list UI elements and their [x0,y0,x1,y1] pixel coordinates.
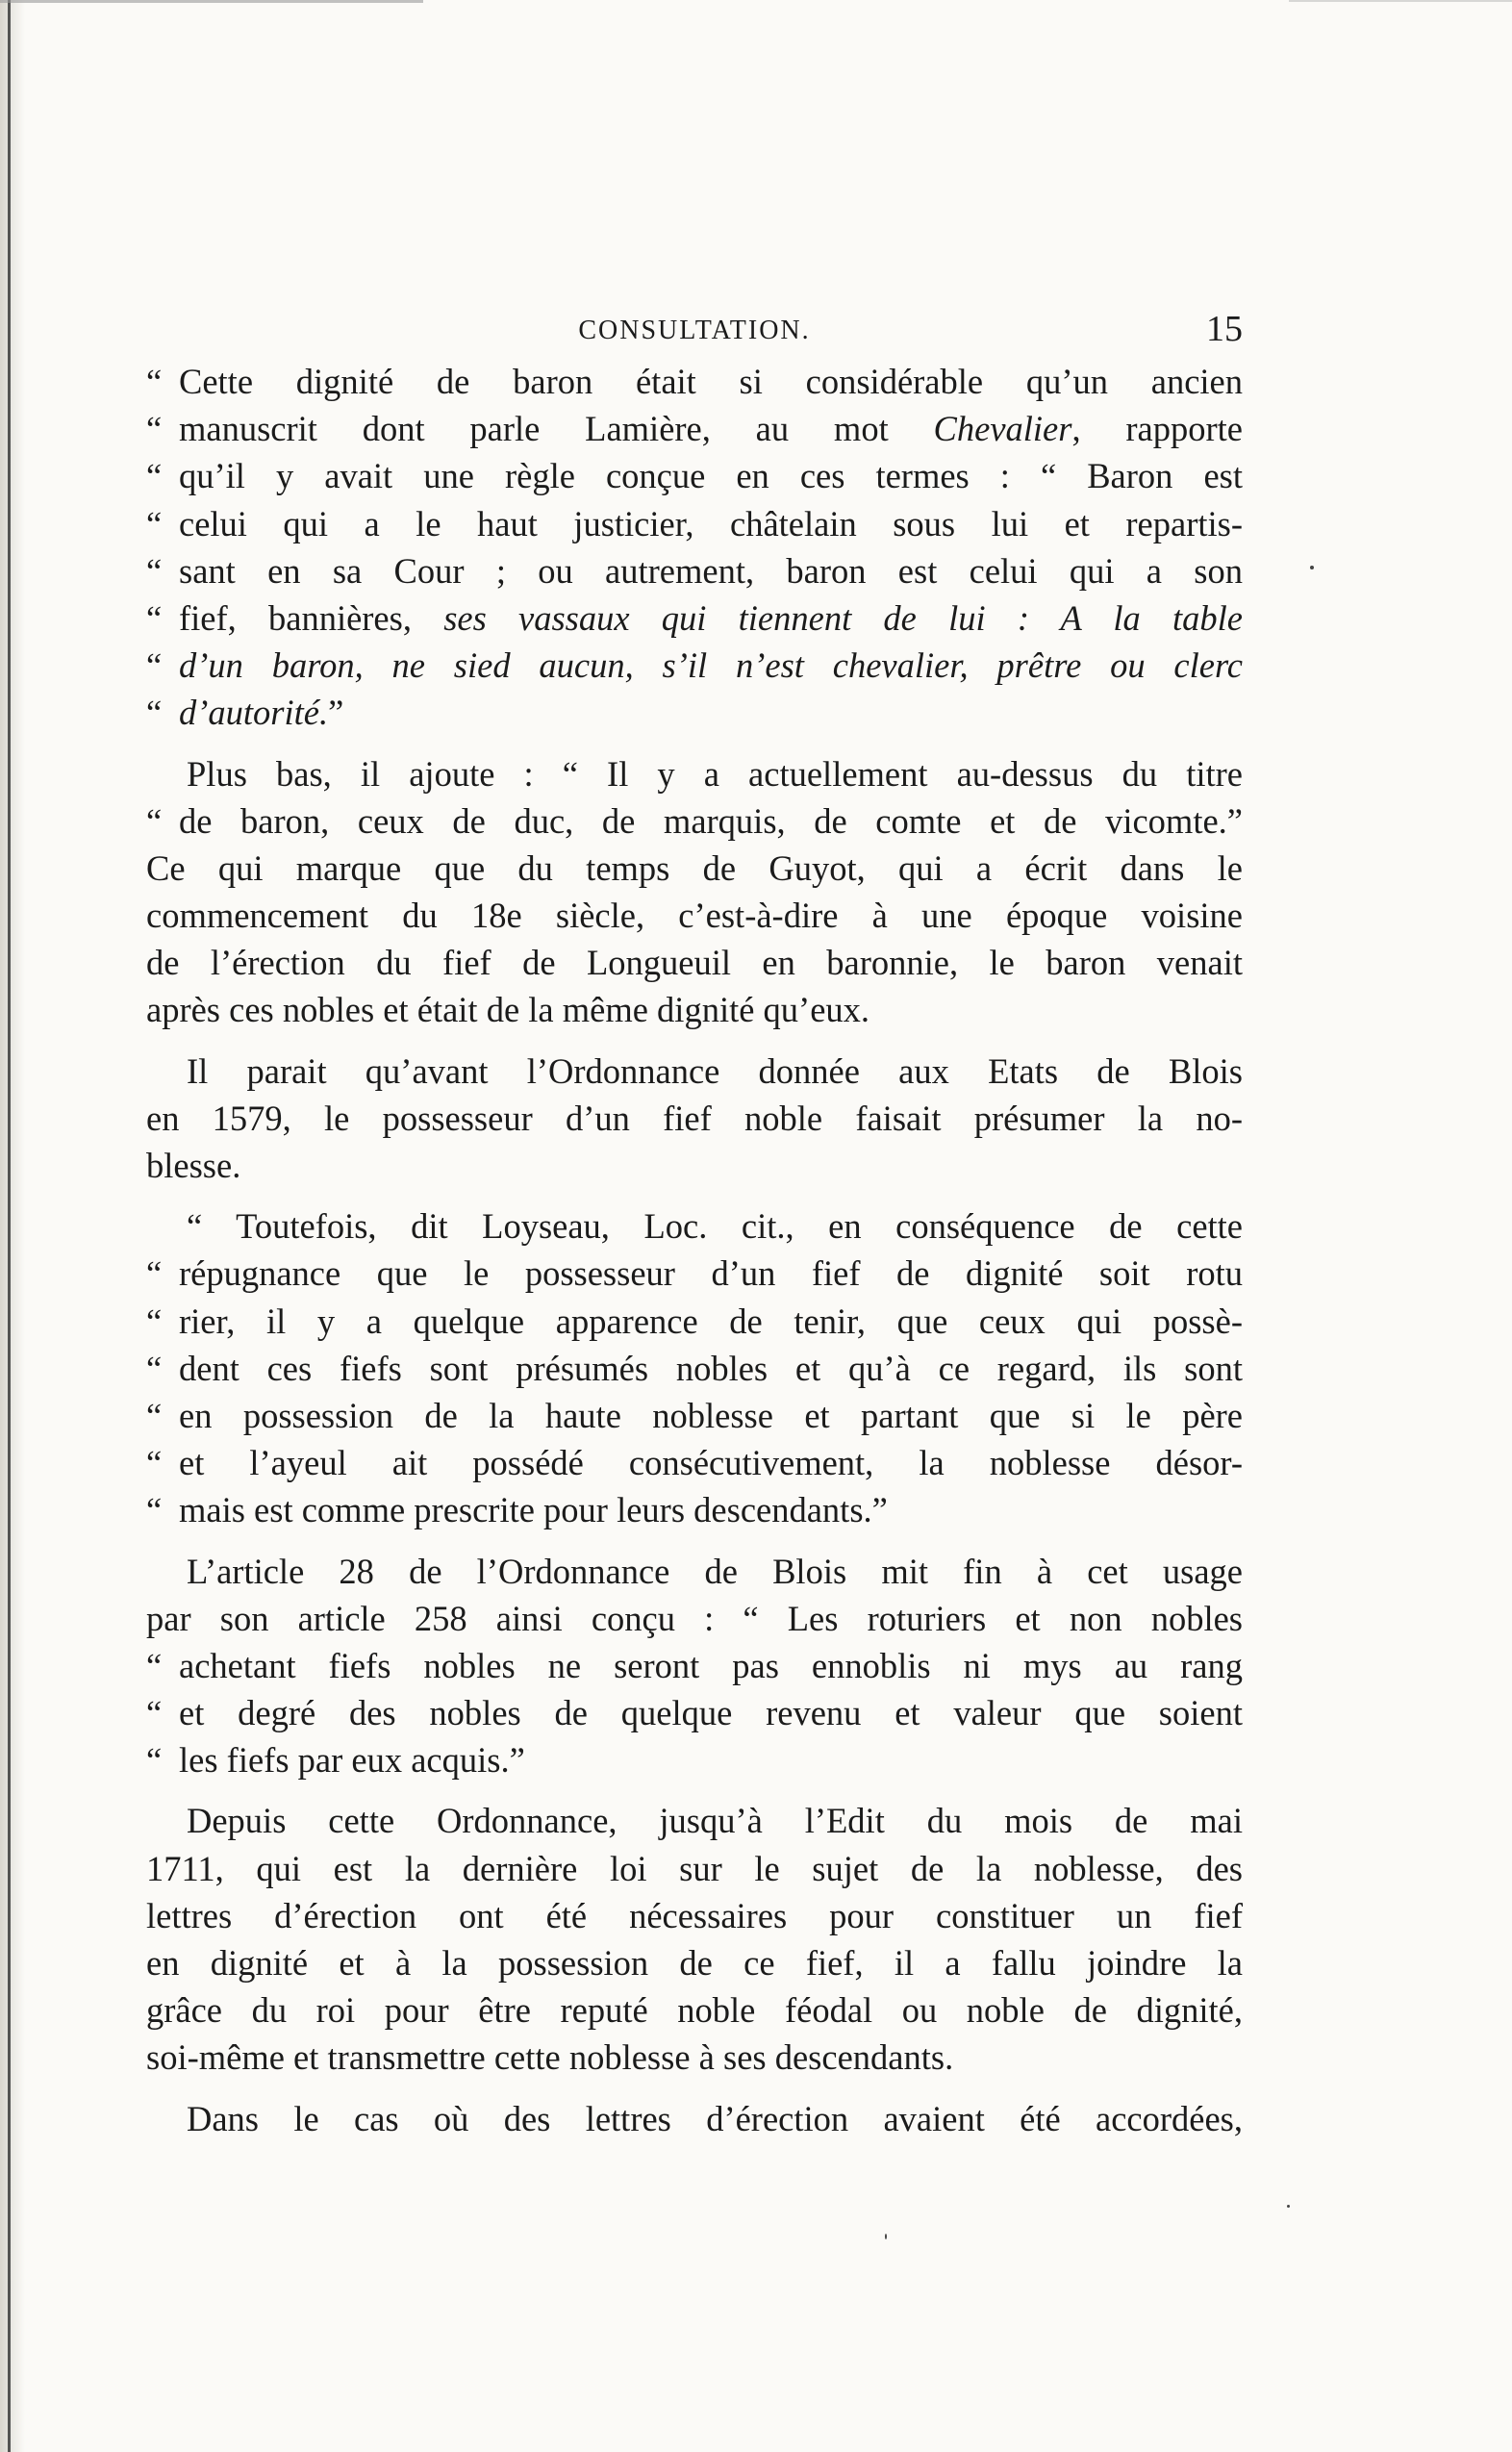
paragraph-il-parait [146,1048,1243,1190]
text-line [146,2095,1243,2142]
text-line [146,892,1243,939]
text-line [146,358,1243,405]
book-page [146,308,1243,2156]
text-run: grâce du roi pour être reputé noble féodal ou noble de dignité, [146,1990,1243,2031]
text-line [146,845,1243,892]
text-run: , rapporte [1071,409,1243,449]
text-line [146,1345,1243,1392]
text-line [146,2034,1243,2081]
text-run: Ce qui marque que du temps de Guyot, qui a écrit dans le [146,847,1243,888]
text-run: et l’ayeul ait possédé consécutivement, la noblesse désor- [179,1443,1243,1483]
text-line [146,1298,1243,1345]
binding-line [8,0,11,2452]
top-edge-rule [0,0,423,3]
top-edge-rule-right [1289,0,1512,2]
text-run: Depuis cette Ordonnance, jusqu’à l’Edit du mois de mai [187,1801,1243,1841]
text-run: celui qui a le haut justicier, châtelain sous lui et repartis- [179,503,1243,543]
text-line [146,1736,1243,1783]
italic-text: ses vassaux qui tiennent de lui : A la table [443,597,1243,638]
print-speck [1287,2205,1290,2208]
text-run: Il parait qu’avant l’Ordonnance donnée aux Etats de Blois [187,1050,1243,1091]
text-line [146,500,1243,547]
text-run: fief, bannières, [179,597,444,638]
text-run: après ces nobles et était de la même dignité qu’eux. [146,990,870,1030]
paragraph-article-28 [146,1548,1243,1784]
italic-text: Chevalier [933,409,1072,449]
text-run: et degré des nobles de quelque revenu et valeur que soient [179,1693,1243,1733]
print-speck [1310,566,1314,569]
text-run: Plus bas, il ajoute : “ Il y a actuellement au-dessus du titre [187,753,1243,794]
text-line [146,1986,1243,2034]
page-number: 15 [1206,309,1243,349]
text-line [146,642,1243,689]
italic-text: d’un baron, ne sied aucun, s’il n’est chevalier, prêtre ou clerc [179,645,1243,686]
text-run: manuscrit dont parle Lamière, au mot [179,409,934,449]
text-line [146,1892,1243,1939]
text-run: dent ces fiefs sont présumés nobles et qu’à ce regard, ils sont [179,1348,1243,1388]
text-run: répugnance que le possesseur d’un fief de dignité soit rotu [179,1253,1243,1294]
text-line [146,1845,1243,1892]
running-head: CONSULTATION. [578,316,811,345]
text-line [146,1142,1243,1189]
body-text [146,358,1243,2142]
text-line [146,1642,1243,1689]
text-line [146,1095,1243,1142]
text-run: par son article 258 ainsi conçu : “ Les roturiers et non nobles [146,1598,1243,1638]
text-run: en 1579, le possesseur d’un fief noble faisait présumer la no- [146,1098,1243,1138]
text-line [146,1939,1243,1986]
text-line [146,1797,1243,1844]
text-line [146,1202,1243,1250]
text-line [146,750,1243,797]
text-run: de baron, ceux de duc, de marquis, de comte et de vicomte.” [179,800,1243,841]
text-line [146,939,1243,986]
text-line [146,452,1243,499]
text-run: 1711, qui est la dernière loi sur le sujet de la noblesse, des [146,1848,1243,1888]
text-run: soi-même et transmettre cette noblesse à ses descendants. [146,2037,954,2078]
text-line [146,1486,1243,1533]
page-header [146,308,1243,358]
text-run: rier, il y a quelque apparence de tenir, que ceux qui possè- [179,1301,1243,1341]
text-run: blesse. [146,1146,241,1185]
text-line [146,1548,1243,1595]
text-line [146,594,1243,642]
paragraph-cite-manuscrit [146,358,1243,737]
paragraph-dans-le-cas [146,2095,1243,2142]
text-line [146,1250,1243,1297]
text-run: en possession de la haute noblesse et partant que si le père [179,1395,1243,1435]
paragraph-plus-bas [146,750,1243,1034]
paragraph-toutefois [146,1202,1243,1533]
italic-text: d’autorité. [179,693,329,733]
text-line [146,1439,1243,1486]
binding-edge [0,0,25,2452]
text-run: sant en sa Cour ; ou autrement, baron est celui qui a son [179,550,1243,591]
text-run: en dignité et à la possession de ce fief, il a fallu joindre la [146,1943,1243,1983]
text-line [146,689,1243,736]
text-run: commencement du 18e siècle, c’est-à-dire à une époque voisine [146,896,1243,936]
text-run: les fiefs par eux acquis.” [179,1740,525,1781]
text-line [146,1595,1243,1642]
text-line [146,547,1243,594]
print-speck [885,2234,887,2239]
text-line [146,405,1243,452]
text-line [146,986,1243,1033]
text-run: de l’érection du fief de Longueuil en baronnie, le baron venait [146,943,1243,983]
text-line [146,1689,1243,1736]
text-run: achetant fiefs nobles ne seront pas ennoblis ni mys au rang [179,1645,1243,1685]
text-run: L’article 28 de l’Ordonnance de Blois mit fin à cet usage [187,1551,1243,1591]
text-run: Dans le cas où des lettres d’érection avaient été accordées, [187,2098,1243,2138]
text-run: ” [328,693,344,733]
text-run: qu’il y avait une règle conçue en ces termes : “ Baron est [179,456,1243,496]
text-line [146,797,1243,845]
text-run: Cette dignité de baron était si considérable qu’un ancien [179,362,1243,401]
text-run: lettres d’érection ont été nécessaires pour constituer un fief [146,1895,1243,1935]
text-run: mais est comme prescrite pour leurs descendants.” [179,1490,888,1530]
paragraph-depuis [146,1797,1243,2081]
text-line [146,1392,1243,1439]
text-run: “ Toutefois, dit Loyseau, Loc. cit., en conséquence de cette [187,1206,1243,1247]
text-line [146,1048,1243,1095]
